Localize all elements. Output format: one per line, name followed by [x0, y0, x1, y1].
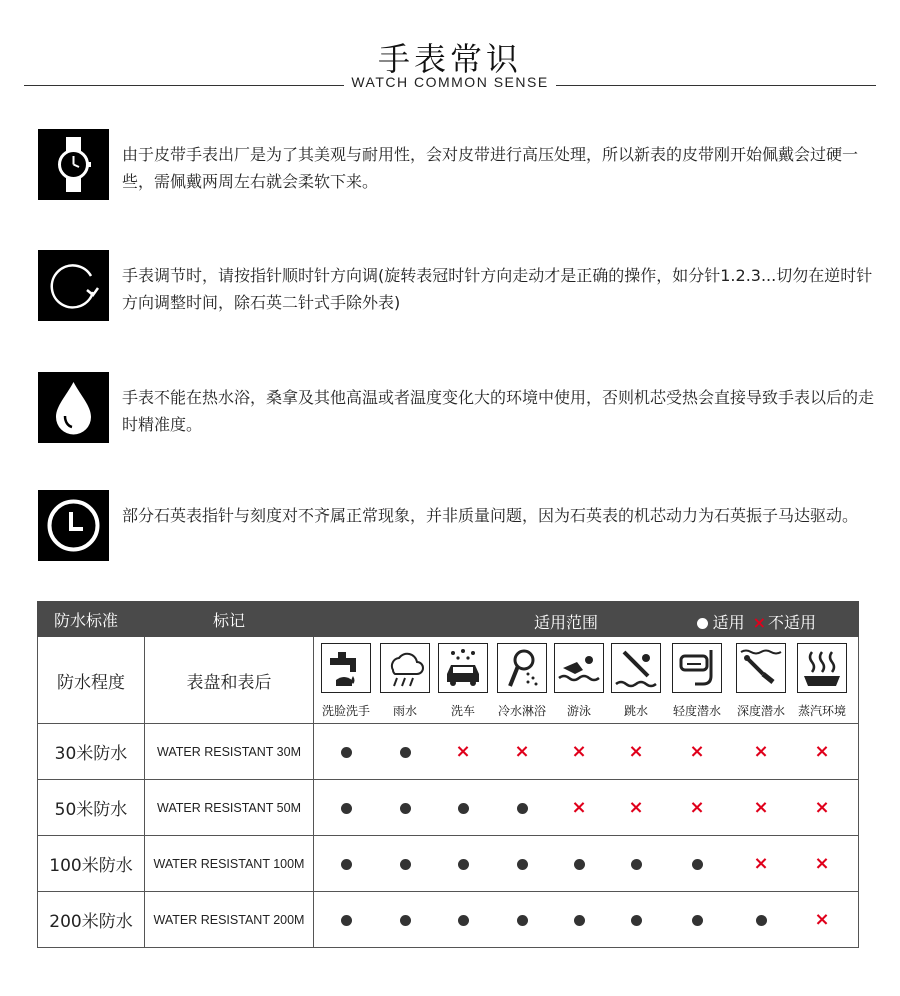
row-marks [314, 836, 858, 891]
activity-label: 洗脸洗手 [321, 704, 370, 718]
tip-text: 部分石英表指针与刻度对不齐属正常现象，并非质量问题，因为石英表的机芯动力为石英振子马达驱动。 [122, 506, 859, 525]
header-mark: 标记 [145, 602, 314, 637]
unsuitable-x-icon: × [689, 797, 705, 818]
row-marks-cell [314, 892, 859, 948]
activity-column [493, 643, 551, 719]
subheader-level: 防水程度 [38, 637, 145, 724]
unsuitable-x-icon: × [753, 853, 769, 874]
activity-label: 洗车 [450, 704, 475, 718]
suitable-dot-icon [502, 780, 542, 835]
legend-dot-icon [697, 618, 708, 629]
row-marks [314, 780, 858, 835]
tip-text: 由于皮带手表出厂是为了其美观与耐用性，会对皮带进行高压处理，所以新表的皮带刚开始佩戴会过硬一些，需佩戴两周左右就会柔软下来。 [122, 145, 859, 191]
row-mark: WATER RESISTANT 100M [145, 836, 314, 892]
subheader-mark: 表盘和表后 [145, 637, 314, 724]
activity-column [550, 643, 608, 719]
tip-item [38, 372, 875, 444]
unsuitable-x-icon: × [628, 741, 644, 762]
suitable-dot-icon [326, 836, 366, 891]
activity-icons-cell [314, 637, 859, 724]
suitable-dot-icon [443, 780, 483, 835]
suitable-dot-icon [559, 836, 599, 891]
diving-icon [611, 643, 661, 693]
unsuitable-x-icon: × [628, 797, 644, 818]
wristwatch-icon [38, 129, 109, 200]
legend-ok-label: 适用 [712, 613, 745, 632]
unsuitable-x-icon: × [514, 741, 530, 762]
unsuitable-x-icon: × [753, 797, 769, 818]
unsuitable-x-icon: × [814, 853, 830, 874]
unsuitable-x-icon: × [814, 797, 830, 818]
suitable-dot-icon [502, 836, 542, 891]
row-level: 100米防水 [38, 836, 145, 892]
row-marks [314, 724, 858, 779]
activity-column [607, 643, 665, 719]
clockwise-arrow-icon [38, 250, 109, 321]
row-marks-cell [314, 780, 859, 836]
table-row [38, 836, 859, 892]
water-resistance-table [37, 601, 859, 948]
snorkel-icon [672, 643, 722, 693]
water-drop-icon [38, 372, 109, 443]
activity-label: 游泳 [566, 704, 591, 718]
clock-icon [38, 490, 109, 561]
row-marks-cell [314, 724, 859, 780]
legend [697, 610, 838, 633]
row-level: 30米防水 [38, 724, 145, 780]
unsuitable-x-icon: × [571, 797, 587, 818]
unsuitable-x-icon: × [689, 741, 705, 762]
table-header-row [38, 602, 859, 637]
unsuitable-x-icon: × [455, 741, 471, 762]
table-row [38, 724, 859, 780]
suitable-dot-icon [443, 836, 483, 891]
table-subheader-row [38, 637, 859, 724]
subtitle-row [24, 74, 876, 94]
activity-label: 深度潜水 [736, 704, 785, 718]
legend-no-label: 不适用 [767, 613, 816, 632]
steam-icon [797, 643, 847, 693]
activity-label: 跳水 [623, 704, 648, 718]
header-scope-label: 适用范围 [534, 613, 599, 632]
header-standard: 防水标准 [38, 602, 145, 637]
activity-label: 冷水淋浴 [497, 704, 546, 718]
activity-label: 雨水 [392, 704, 417, 718]
deep-dive-icon [736, 643, 786, 693]
rain-icon [380, 643, 430, 693]
table-row [38, 780, 859, 836]
row-level: 200米防水 [38, 892, 145, 948]
row-marks-cell [314, 836, 859, 892]
divider-right [556, 85, 876, 86]
faucet-icon [321, 643, 371, 693]
page-subtitle: WATCH COMMON SENSE [351, 74, 549, 90]
activity-column [317, 643, 375, 719]
activity-column [434, 643, 492, 719]
unsuitable-x-icon: × [814, 909, 830, 930]
suitable-dot-icon [616, 892, 656, 947]
suitable-dot-icon [385, 836, 425, 891]
activity-icons [314, 637, 858, 723]
activity-column [793, 643, 851, 719]
suitable-dot-icon [559, 892, 599, 947]
row-marks [314, 892, 858, 947]
activity-label: 轻度潜水 [672, 704, 721, 718]
car-wash-icon [438, 643, 488, 693]
activity-column [376, 643, 434, 719]
page-title: 手表常识 [377, 40, 522, 78]
suitable-dot-icon [616, 836, 656, 891]
tip-item [38, 250, 873, 322]
suitable-dot-icon [502, 892, 542, 947]
tip-text: 手表调节时，请按指针顺时针方向调(旋转表冠时针方向走动才是正确的操作，如分针1.2.3...切勿在逆时针方向调整时间，除石英二针式手除外表) [122, 266, 873, 312]
activity-label: 蒸汽环境 [797, 704, 846, 718]
suitable-dot-icon [326, 724, 366, 779]
legend-x-icon: × [752, 613, 766, 632]
suitable-dot-icon [326, 892, 366, 947]
activity-column [732, 643, 790, 719]
suitable-dot-icon [677, 836, 717, 891]
unsuitable-x-icon: × [814, 741, 830, 762]
header-scope [314, 602, 859, 637]
tip-text: 手表不能在热水浴，桑拿及其他高温或者温度变化大的环境中使用，否则机芯受热会直接导致手表以后的走时精准度。 [122, 388, 875, 434]
suitable-dot-icon [741, 892, 781, 947]
swimming-icon [554, 643, 604, 693]
suitable-dot-icon [385, 724, 425, 779]
unsuitable-x-icon: × [571, 741, 587, 762]
suitable-dot-icon [326, 780, 366, 835]
row-level: 50米防水 [38, 780, 145, 836]
activity-column [668, 643, 726, 719]
table-row [38, 892, 859, 948]
suitable-dot-icon [677, 892, 717, 947]
row-mark: WATER RESISTANT 50M [145, 780, 314, 836]
tip-item [38, 490, 868, 562]
unsuitable-x-icon: × [753, 741, 769, 762]
shower-icon [497, 643, 547, 693]
row-mark: WATER RESISTANT 30M [145, 724, 314, 780]
tip-item [38, 129, 868, 201]
row-mark: WATER RESISTANT 200M [145, 892, 314, 948]
suitable-dot-icon [385, 892, 425, 947]
suitable-dot-icon [385, 780, 425, 835]
suitable-dot-icon [443, 892, 483, 947]
